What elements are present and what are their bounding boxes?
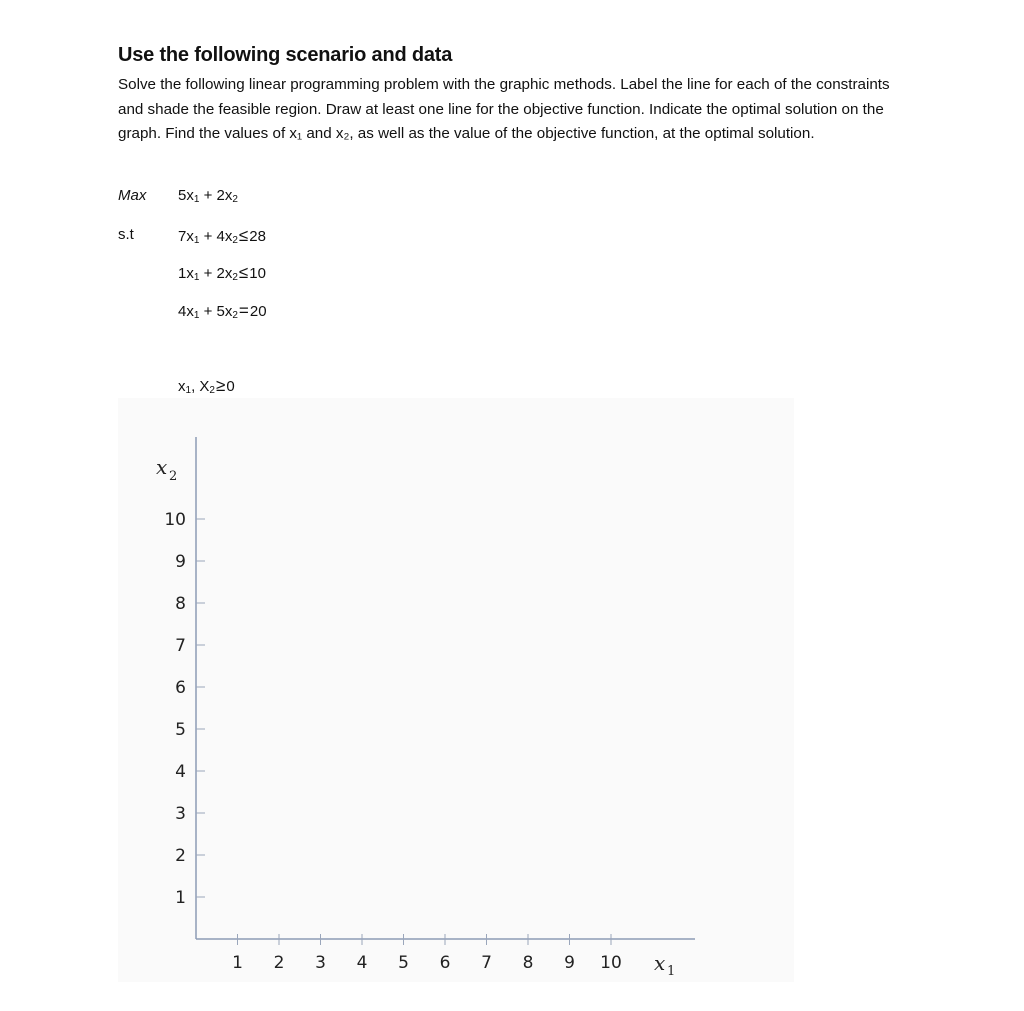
x-axis-title: x (654, 951, 666, 975)
x-axis-title-subscript: 1 (667, 964, 676, 979)
y-tick-label: 3 (175, 804, 186, 824)
x-tick-label: 5 (398, 953, 409, 973)
constraint-3: $4x_1 + 5x_2=20$ (178, 301, 267, 321)
objective-label: Max (118, 187, 147, 204)
y-axis-title-subscript: 2 (169, 469, 178, 484)
x-tick-label: 7 (481, 953, 492, 973)
y-tick-label: 10 (164, 510, 186, 530)
y-axis-title: x (156, 455, 168, 479)
x-tick-label: 3 (315, 953, 326, 973)
x-tick-label: 1 (232, 953, 243, 973)
objective-expression: $5x_1 + 2x_2$ (178, 187, 238, 205)
x-tick-label: 2 (273, 953, 285, 973)
nonnegativity-constraint: $x_1$, $X_2\ge 0$ (178, 376, 235, 396)
y-tick-label: 6 (175, 678, 186, 698)
y-tick-label: 7 (175, 636, 186, 656)
y-tick-label: 4 (175, 762, 186, 782)
x-tick-label: 9 (564, 953, 575, 973)
y-tick-label: 5 (175, 720, 186, 740)
y-tick-label: 9 (175, 552, 186, 572)
y-tick-label: 2 (175, 846, 186, 866)
constraints-label: s.t (118, 226, 134, 243)
instructions-paragraph: Solve the following linear programming problem with the graphic methods. Label the line for each of the constraints and shade the feasible region. Draw at least one line for the objective function. Indicate the optimal solution on the graph. Find the values of x₁ and x₂, as well as the value of the objective function, at the optimal solution. (118, 76, 890, 142)
x-tick-label: 10 (600, 953, 622, 973)
x-tick-label: 8 (522, 953, 534, 973)
constraint-1: $7x_1 + 4x_2\le 28$ (178, 226, 266, 246)
page-heading: Use the following scenario and data (118, 44, 453, 66)
y-tick-label: 1 (175, 888, 186, 908)
x-tick-label: 6 (439, 953, 451, 973)
x-tick-label: 4 (356, 953, 368, 973)
y-tick-label: 8 (175, 594, 186, 614)
constraint-2: $1x_1 + 2x_2\le 10$ (178, 263, 266, 283)
